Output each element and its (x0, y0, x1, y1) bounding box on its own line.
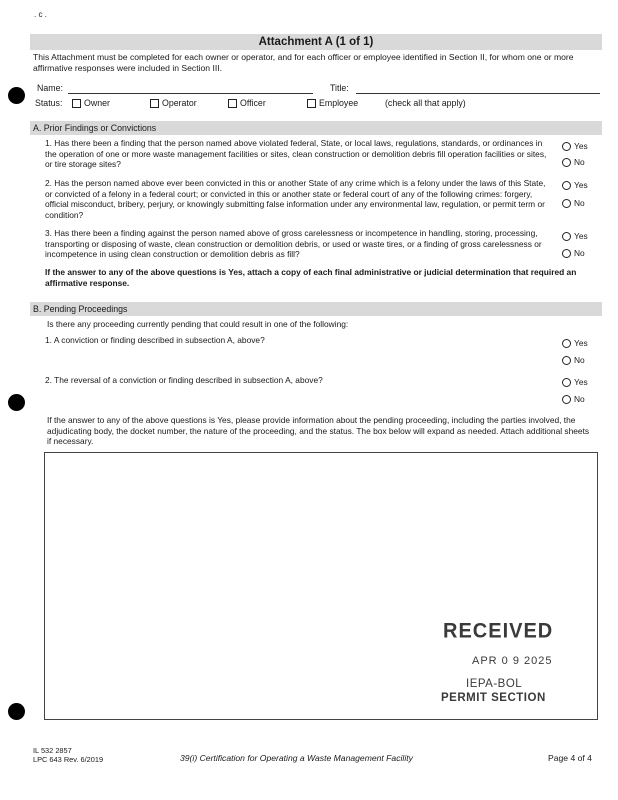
operator-option-label: Operator (162, 98, 197, 108)
b2-yes-radio[interactable] (562, 378, 571, 387)
employee-checkbox[interactable] (307, 99, 316, 108)
a1-yes-label: Yes (574, 141, 588, 151)
owner-option-label: Owner (84, 98, 110, 108)
a1-no-radio[interactable] (562, 158, 571, 167)
title-field[interactable] (356, 93, 600, 94)
operator-checkbox[interactable] (150, 99, 159, 108)
officer-checkbox[interactable] (228, 99, 237, 108)
footer-form-id: IL 532 2857 (33, 746, 72, 755)
b1-no-radio[interactable] (562, 356, 571, 365)
title-label: Title: (330, 83, 349, 93)
officer-option-label: Officer (240, 98, 266, 108)
a3-yes-radio[interactable] (562, 232, 571, 241)
owner-checkbox[interactable] (72, 99, 81, 108)
footer-form-rev: LPC 643 Rev. 6/2019 (33, 755, 104, 764)
b2-no-radio[interactable] (562, 395, 571, 404)
a1-no-label: No (574, 157, 585, 167)
a2-no-radio[interactable] (562, 199, 571, 208)
question-a1: 1. Has there been a finding that the person named above violated federal, State, or local laws, regulations, standards, or ordinances in the operation of one or more waste management facilities or sites, clean construction or demolition debris fill operation facilities or sites, or tire storage sites? (45, 138, 547, 170)
b2-no-label: No (574, 394, 585, 404)
a2-yes-label: Yes (574, 180, 588, 190)
employee-option-label: Employee (319, 98, 359, 108)
footer-page-number: Page 4 of 4 (548, 753, 592, 763)
intro-text: This Attachment must be completed for each owner or operator, and for each officer or employee identified in Section II, for whom one or more affirmative responses were included in Section III. (33, 52, 574, 73)
page-title: Attachment A (1 of 1) (258, 36, 374, 48)
b1-no-label: No (574, 355, 585, 365)
b1-yes-radio[interactable] (562, 339, 571, 348)
b1-yes-label: Yes (574, 338, 588, 348)
question-b1: 1. A conviction or finding described in subsection A, above? (45, 335, 265, 345)
name-field[interactable] (68, 93, 313, 94)
corner-marks: . c . (34, 10, 47, 19)
section-b-note: If the answer to any of the above questions is Yes, please provide information about the pending proceeding, including the parties involved, the adjudicating body, the docket number, the nature of the proceeding, and the status. The box below will expand as needed. Attach additional sheets if necessary. (47, 415, 590, 447)
a2-yes-radio[interactable] (562, 181, 571, 190)
a3-no-label: No (574, 248, 585, 258)
status-label: Status: (35, 98, 63, 108)
received-stamp-office: IEPA-BOL (466, 678, 523, 690)
received-stamp-date: APR 0 9 2025 (472, 655, 553, 667)
a3-no-radio[interactable] (562, 249, 571, 258)
received-stamp-section: PERMIT SECTION (441, 692, 546, 704)
name-label: Name: (37, 83, 63, 93)
question-a2: 2. Has the person named above ever been convicted in this or another State of any crime which is a felony under the laws of this State, or convicted of a felony in a federal court; or convicted in this or another state or federal court of any of the following crimes: forgery, official misconduct, bribery, perjury, or knowingly submitting false information under any environmental law, regulation, or permit term or condition? (45, 178, 546, 220)
punch-hole-middle (8, 394, 25, 411)
section-a-note: If the answer to any of the above questions is Yes, attach a copy of each final administrative or judicial determination that required an affirmative response. (45, 267, 577, 288)
footer-form-title: 39(i) Certification for Operating a Waste Management Facility (180, 753, 413, 763)
question-a3: 3. Has there been a finding against the person named above of gross carelessness or incompetence in handling, storing, processing, transporting or disposing of waste, clean construction or demolition debris, or used or waste tires, or a finding of gross carelessness or incompetence in using clean construction or demolition debris as fill? (45, 228, 542, 260)
a1-yes-radio[interactable] (562, 142, 571, 151)
section-b-intro: Is there any proceeding currently pending that could result in one of the following: (47, 319, 349, 329)
question-b2: 2. The reversal of a conviction or finding described in subsection A, above? (45, 375, 323, 385)
section-b-heading: B. Pending Proceedings (33, 304, 128, 314)
b2-yes-label: Yes (574, 377, 588, 387)
status-note: (check all that apply) (385, 98, 466, 108)
punch-hole-top (8, 87, 25, 104)
punch-hole-bottom (8, 703, 25, 720)
section-a-heading: A. Prior Findings or Convictions (33, 123, 157, 133)
a3-yes-label: Yes (574, 231, 588, 241)
received-stamp-title: RECEIVED (443, 619, 554, 643)
a2-no-label: No (574, 198, 585, 208)
